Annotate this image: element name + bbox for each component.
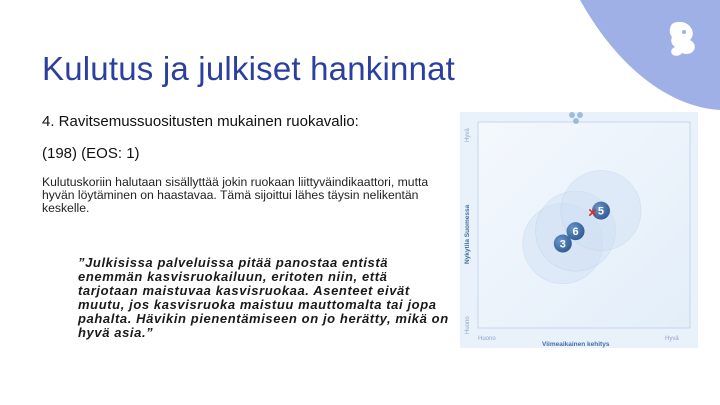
description-text: Kulutuskoriin halutaan sisällyttää jokin ruokaan liittyväindikaattori, mutta hyvän löytäminen on haastavaa. Tämä sijoittui lähes täysin nelikentän keskelle. — [42, 175, 429, 215]
quote-text: ”Julkisissa palveluissa pitää panostaa entistä enemmän kasvisruokailuun, eritoten niin, että tarjotaan maistuvaa kasvisruokaa. Asenteet eivät muutu, jos kasvisruoka maistuu mauttomalta tai jopa pahalta. Hävikin pienentämiseen on jo herätty, mikä on hyvä asia.” — [78, 255, 449, 340]
y-tick-top: Hyvä — [465, 128, 471, 142]
cross-marker: × — [588, 204, 597, 222]
x-axis-label: Viimeaikainen kehitys — [542, 341, 610, 348]
page-title: Kulutus ja julkiset hankinnat — [42, 50, 456, 87]
x-tick-left: Huono — [478, 336, 496, 342]
point-label-3: 3 — [559, 238, 566, 251]
y-tick-bottom: Huono — [465, 316, 471, 334]
point-label-6: 6 — [572, 226, 579, 239]
x-tick-right: Hyvä — [665, 336, 679, 342]
response-counts: (198) (EOS: 1) — [42, 145, 140, 162]
corner-decoration — [580, 0, 720, 110]
question-text: 4. Ravitsemussuositusten mukainen ruokavalio: — [42, 113, 359, 130]
quadrant-chart — [460, 112, 698, 348]
y-axis-label: Nykytila Suomessa — [464, 204, 471, 264]
point-label-5: 5 — [597, 205, 605, 218]
